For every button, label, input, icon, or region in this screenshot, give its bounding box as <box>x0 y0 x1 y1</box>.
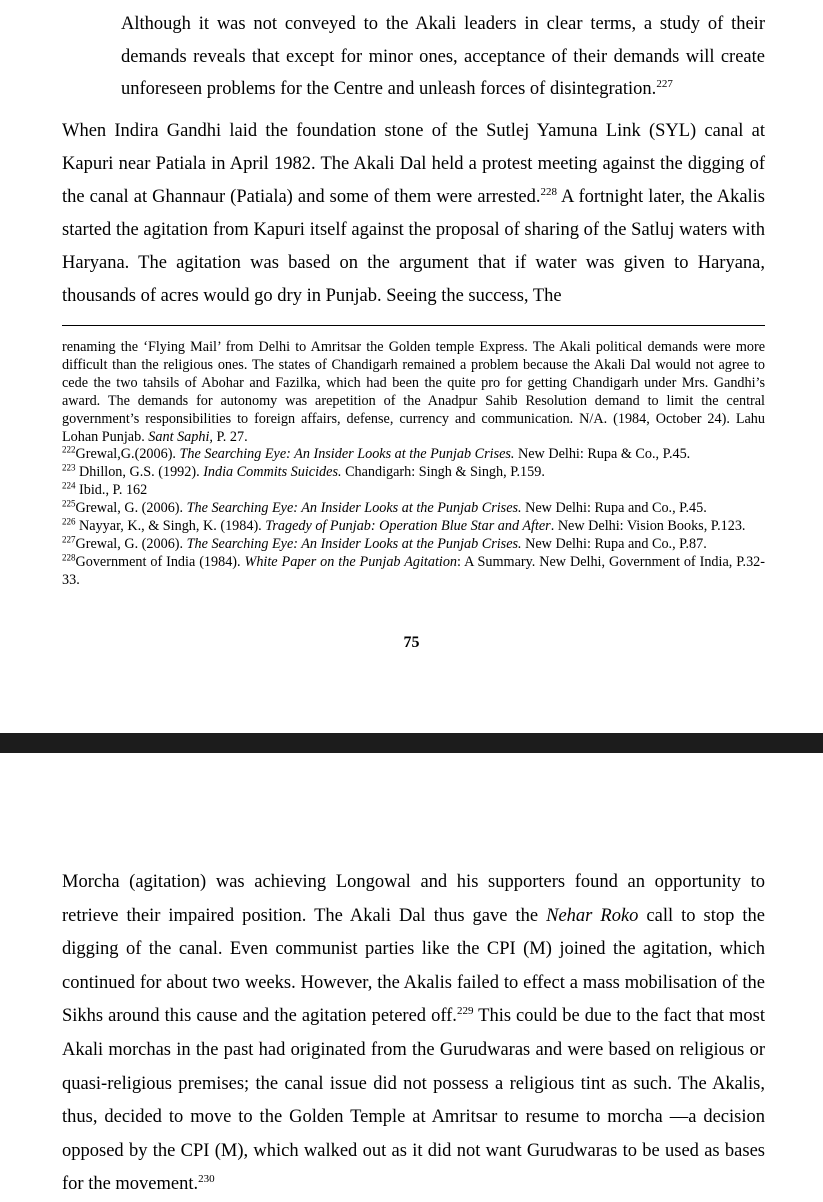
footnote-title: The Searching Eye: An Insider Looks at the Punjab Crises. <box>186 500 522 517</box>
footnote-ref-230[interactable]: 230 <box>198 1173 215 1186</box>
footnote-title: The Searching Eye: An Insider Looks at the Punjab Crises. <box>179 446 515 463</box>
page-76 <box>0 753 823 1200</box>
footnote-ref-227[interactable]: 227 <box>656 77 673 90</box>
footnote-number: 228 <box>62 552 76 563</box>
footnote-title: The Searching Eye: An Insider Looks at the Punjab Crises. <box>186 535 522 552</box>
page-number: 75 <box>403 634 420 651</box>
footnote-text: Chandigarh: Singh & Singh, P.159. <box>341 464 545 481</box>
block-quote <box>121 8 765 106</box>
footnote-number: 224 <box>62 480 76 491</box>
footnote-number: 225 <box>62 498 76 509</box>
footnote-number: 227 <box>62 534 76 545</box>
footnote-text: . New Delhi: Vision Books, P.123. <box>550 518 746 535</box>
footnote-title: White Paper on the Punjab Agitation <box>244 553 458 570</box>
footnote-divider <box>62 325 765 326</box>
paragraph-text-part2: A fortnight later, the Akalis started the agitation from Kapuri itself against the proposal of sharing of the Satluj waters with Haryana. The agitation was based on the argument that if water was given to Haryana, thousands of acres would go dry in Punjab. Seeing the success, The <box>62 187 766 306</box>
footnote-text: Grewal, G. (2006). <box>75 500 187 517</box>
page-separator <box>0 733 823 753</box>
footnote-227 <box>62 536 765 554</box>
paragraph-italic-term: Nehar Roko <box>546 905 639 926</box>
footnote-228 <box>62 554 765 590</box>
body-paragraph <box>62 866 765 1202</box>
body-paragraph <box>62 115 765 313</box>
footnote-continuation-italic: Sant Saphi, <box>148 428 213 445</box>
footnote-number: 222 <box>62 444 76 455</box>
footnote-224 <box>62 482 765 500</box>
footnote-title: Tragedy of Punjab: Operation Blue Star and After <box>265 518 551 535</box>
footnote-number: 226 <box>62 516 76 527</box>
paragraph-text-part3: This could be due to the fact that most Akali morchas in the past had originated from the Gurudwaras and were based on religious or quasi-religious premises; the canal issue did not possess a religious tint as such. The Akalis, thus, decided to move to the Golden Temple at Amritsar to resume to morcha —a decision opposed by the CPI (M), which walked out as it did not want Gurudwaras to be used as bases for the movement. <box>62 1006 766 1195</box>
footnote-text: Nayyar, K., & Singh, K. (1984). <box>75 518 266 535</box>
footnote-ref-229[interactable]: 229 <box>456 1005 474 1018</box>
paragraph-text-part1: Morcha (agitation) was achieving Longowal and his supporters found an opportunity to retrieve their impaired position. The Akali Dal thus gave the <box>62 872 765 926</box>
footnotes-section <box>62 339 765 590</box>
paragraph-text-part2: call to stop the digging of the canal. Even communist parties like the CPI (M) joined the agitation, which continued for about two weeks. However, the Akalis failed to effect a mass mobilisation of the Sikhs around this cause and the agitation petered off. <box>62 905 765 1027</box>
footnote-continuation <box>62 339 765 446</box>
footnote-223 <box>62 464 765 482</box>
footnote-text: : A Summary. New Delhi, Government of India, P.32-33. <box>62 553 766 588</box>
footnote-222 <box>62 446 765 464</box>
paragraph-text-part1: When Indira Gandhi laid the foundation stone of the Sutlej Yamuna Link (SYL) canal at Kapuri near Patiala in April 1982. The Akali Dal held a protest meeting against the digging of the canal at Ghannaur (Patiala) and some of them were arrested. <box>62 121 765 207</box>
footnote-225 <box>62 500 765 518</box>
block-quote-text: Although it was not conveyed to the Akali leaders in clear terms, a study of their demands reveals that except for minor ones, acceptance of their demands will create unforeseen problems for the Centre and unleash forces of disintegration. <box>121 14 765 99</box>
footnote-text: Government of India (1984). <box>75 553 245 570</box>
footnote-number: 223 <box>62 462 76 473</box>
footnote-ref-228[interactable]: 228 <box>540 185 557 198</box>
footnote-226 <box>62 518 765 536</box>
footnote-text: Ibid., P. 162 <box>75 482 148 499</box>
footnote-text: New Delhi: Rupa and Co., P.87. <box>521 535 707 552</box>
footnote-continuation-tail: P. 27. <box>212 428 248 445</box>
footnote-text: Dhillon, G.S. (1992). <box>75 464 204 481</box>
footnote-text: Grewal, G. (2006). <box>75 535 187 552</box>
footnote-text: New Delhi: Rupa & Co., P.45. <box>514 446 691 463</box>
footnote-continuation-text: renaming the ‘Flying Mail’ from Delhi to Amritsar the Golden temple Express. The Akali political demands were more difficult than the religious ones. The states of Chandigarh remained a problem because the Akali Dal would not agree to cede the two tahsils of Abohar and Fazilka, which had been the quite pro for getting Chandigarh under Mrs. Gandhi’s award. The demands for autonomy was arepetition of the Anadpur Sahib Resolution demand to limit the central government’s responsibilities to foreign affairs, defense, currency and communication. N/A. (1984, October 24). Lahu Lohan Punjab. <box>62 339 765 445</box>
footnote-title: India Commits Suicides. <box>203 464 342 481</box>
footnote-text: New Delhi: Rupa and Co., P.45. <box>521 500 707 517</box>
footnote-text: Grewal,G.(2006). <box>75 446 180 463</box>
